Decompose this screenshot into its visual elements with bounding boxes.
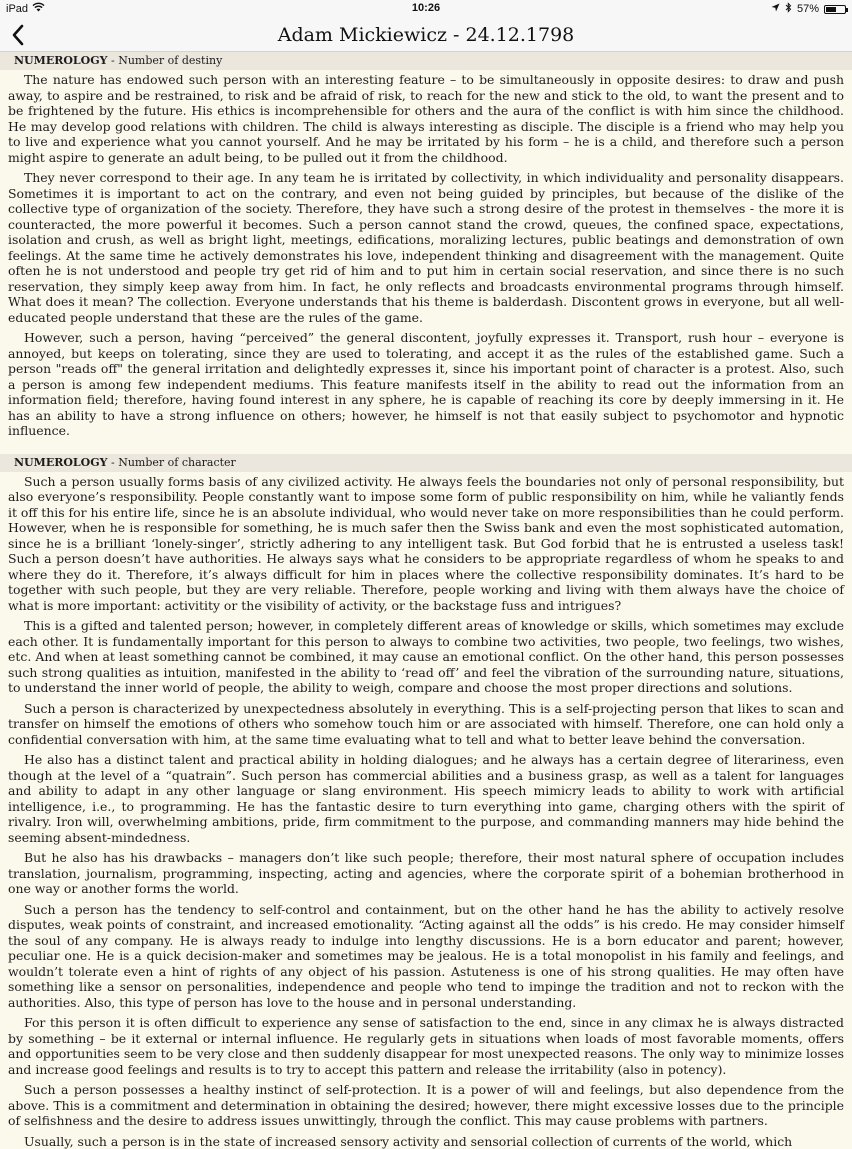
battery-fill bbox=[826, 7, 836, 12]
bluetooth-icon bbox=[785, 2, 792, 16]
section-header-subtitle: - Number of character bbox=[108, 456, 236, 469]
paragraph: But he also has his drawbacks – managers don’t like such people; therefore, their most natural sphere of occupation includes translation, journalism, programming, inspecting, acting and agencies, where the corporate spirit of a bohemian brotherhood in one way or another forms the world. bbox=[8, 850, 844, 897]
paragraph: Usually, such a person is in the state of increased sensory activity and sensorial collection of currents of the world, which bbox=[8, 1134, 844, 1149]
section-header-subtitle: - Number of destiny bbox=[108, 54, 223, 67]
status-time: 10:26 bbox=[0, 2, 852, 14]
paragraph: For this person it is often difficult to experience any sense of satisfaction to the end, since in any climax he is always distracted by something – be it external or internal influence. He regularly gets in situations when loads of most favorable moments, offers and opportunities seem to be very close and then suddenly disappear for most unexpected reasons. The only way to minimize losses and increase good feelings and results is to try to accept this pattern and release the irritability (also in potency). bbox=[8, 1015, 844, 1077]
section-header-destiny bbox=[0, 52, 852, 70]
device-label: iPad bbox=[6, 3, 28, 15]
scroll-content[interactable] bbox=[0, 52, 852, 1136]
status-bar bbox=[0, 0, 852, 18]
paragraph: He also has a distinct talent and practical ability in holding dialogues; and he always has a certain degree of literariness, even though at the level of a “quatrain”. Such person has commercial abilities and a business grasp, as well as a talent for languages and ability to adapt in any other language or slang environment. His speech mimicry leads to ability to work with artificial intelligence, i.e., to programming. He has the fantastic desire to turn everything into game, charging others with the spirit of rivalry. Iron will, overwhelming ambitions, pride, firm commitment to the purpose, and commanding manners may hide behind the seeming absent-mindedness. bbox=[8, 752, 844, 845]
paragraph: Such a person has the tendency to self-control and containment, but on the other hand he has the ability to actively resolve disputes, weak points of constraint, and increased emotionality. “Acting against all the odds” is his credo. He may consider himself the soul of any company. He is always ready to indulge into lengthy discussions. He is a born educator and parent; however, peculiar one. He is a quick decision-maker and sometimes may be jealous. He is a total monopolist in his family and feelings, and wouldn’t tolerate even a hint of rights of any object of his passion. Astuteness is one of his strong qualities. He may often have something like a sensor on personalities, independence and people who tend to impinge the tradition and not to reckon with the authorities. Also, this type of person has love to the house and in personal understanding. bbox=[8, 902, 844, 1011]
paragraph: However, such a person, having “perceived” the general discontent, joyfully expresses it. Transport, rush hour – everyone is annoyed, but keeps on tolerating, since they are used to tolerating, and accept it as the rules of the established game. Such a person "reads off" the general irritation and delightedly expresses it, since his important point of character is a protest. Also, such a person is among few independent mediums. This feature manifests itself in the ability to read out the information from an information field; therefore, having found interest in any sphere, he is capable of reaching its core by deeply immersing in it. He has an ability to have a strong influence on others; however, he himself is not that easily subject to psychomotor and hypnotic influence. bbox=[8, 330, 844, 439]
section-header-label: NUMEROLOGY bbox=[14, 456, 108, 469]
paragraph: The nature has endowed such person with an interesting feature – to be simultaneously in opposite desires: to draw and push away, to aspire and be restrained, to risk and be afraid of risk, to reach for the new and stick to the old, to want the present and to be frightened by the future. His ethics is incomprehensible for others and the aura of the conflict is with him since the childhood. He may develop good relations with children. The child is always interesting as disciple. The disciple is a friend who may help you to live and experience what you cannot yourself. And he may be irritated by his form – he is a child, and therefore such a person might aspire to generate an adult being, to be pulled out it from the childhood. bbox=[8, 72, 844, 165]
section-destiny bbox=[0, 52, 852, 439]
battery-icon bbox=[824, 5, 846, 14]
section-body-character bbox=[0, 474, 852, 1149]
section-header-character bbox=[0, 454, 852, 472]
page-title: Adam Mickiewicz - 24.12.1798 bbox=[0, 24, 852, 46]
battery-percent: 57% bbox=[797, 3, 819, 15]
paragraph: Such a person usually forms basis of any civilized activity. He always feels the boundaries not only of personal responsibility, but also everyone’s responsibility. People constantly want to impose some form of public responsibility on him, while he valiantly fends it off this for his entire life, since he is an absolute individual, who would never take on more responsibilities than he could perform. However, when he is responsible for something, he is much safer then the Swiss bank and even the most sophisticated automation, since he is a brilliant ‘lonely-singer’, strictly adhering to any intelligent task. But God forbid that he is entrusted a useless task! Such a person doesn’t have authorities. He always says what he considers to be appropriate regardless of whom he speaks to and where they do it. Therefore, it’s always difficult for him in places where the collective responsibility dominates. It’s hard to be together with such people, but they are very reliable. Therefore, people working and living with them always have the choice of what is more important: activitity or the visibility of activity, or the backstage fuss and intrigues? bbox=[8, 474, 844, 614]
section-header-label: NUMEROLOGY bbox=[14, 54, 108, 67]
section-body-destiny bbox=[0, 72, 852, 439]
section-character bbox=[0, 454, 852, 1149]
navigation-bar bbox=[0, 18, 852, 52]
paragraph: They never correspond to their age. In any team he is irritated by collectivity, in which individuality and personality disappears. Sometimes it is important to act on the contrary, and even not being guided by principles, but because of the dislike of the collective type of organization of the society. Therefore, they have such a strong desire of the protest in themselves - the more it is counteracted, the more powerful it becomes. Such a person cannot stand the crowd, queues, the confined space, expectations, isolation and crush, as well as bright light, meetings, edifications, moralizing lectures, public beatings and demonstration of own feelings. At the same time he actively demonstrates his love, independent thinking and disagreement with the management. Quite often he is not understood and people try get rid of him and to put him in certain social reservation, and since there is no such reservation, they simply keep away from him. In fact, he only reflects and broadcasts environmental programs through himself. What does it mean? The collection. Everyone understands that his theme is balderdash. Discontent grows in everyone, but all well-educated people understand that these are the rules of the game. bbox=[8, 170, 844, 325]
location-arrow-icon bbox=[771, 3, 780, 15]
section-spacer bbox=[0, 444, 852, 454]
paragraph: Such a person possesses a healthy instinct of self-protection. It is a power of will and feelings, but also dependence from the above. This is a commitment and determination in obtaining the desired; however, there might excessive losses due to the principle of selfishness and the desire to address issues unwittingly, through the conflict. This may cause problems with partners. bbox=[8, 1082, 844, 1129]
paragraph: This is a gifted and talented person; however, in completely different areas of knowledge or skills, which sometimes may exclude each other. It is fundamentally important for this person to always to combine two activities, two people, two feelings, two wishes, etc. And when at least something cannot be combined, it may cause an emotional conflict. On the other hand, this person possesses such strong qualities as intuition, manifested in the ability to ‘read off’ and feel the vibration of the surrounding nature, situations, to understand the inner world of people, the ability to weigh, compare and choose the most proper directions and solutions. bbox=[8, 618, 844, 696]
status-right bbox=[771, 2, 846, 16]
paragraph: Such a person is characterized by unexpectedness absolutely in everything. This is a self-projecting person that likes to scan and transfer on himself the emotions of others who somehow touch him or are associated with himself. Therefore, one can hold only a confidential conversation with him, at the same time evaluating what to tell and what to better leave behind the conversation. bbox=[8, 701, 844, 748]
